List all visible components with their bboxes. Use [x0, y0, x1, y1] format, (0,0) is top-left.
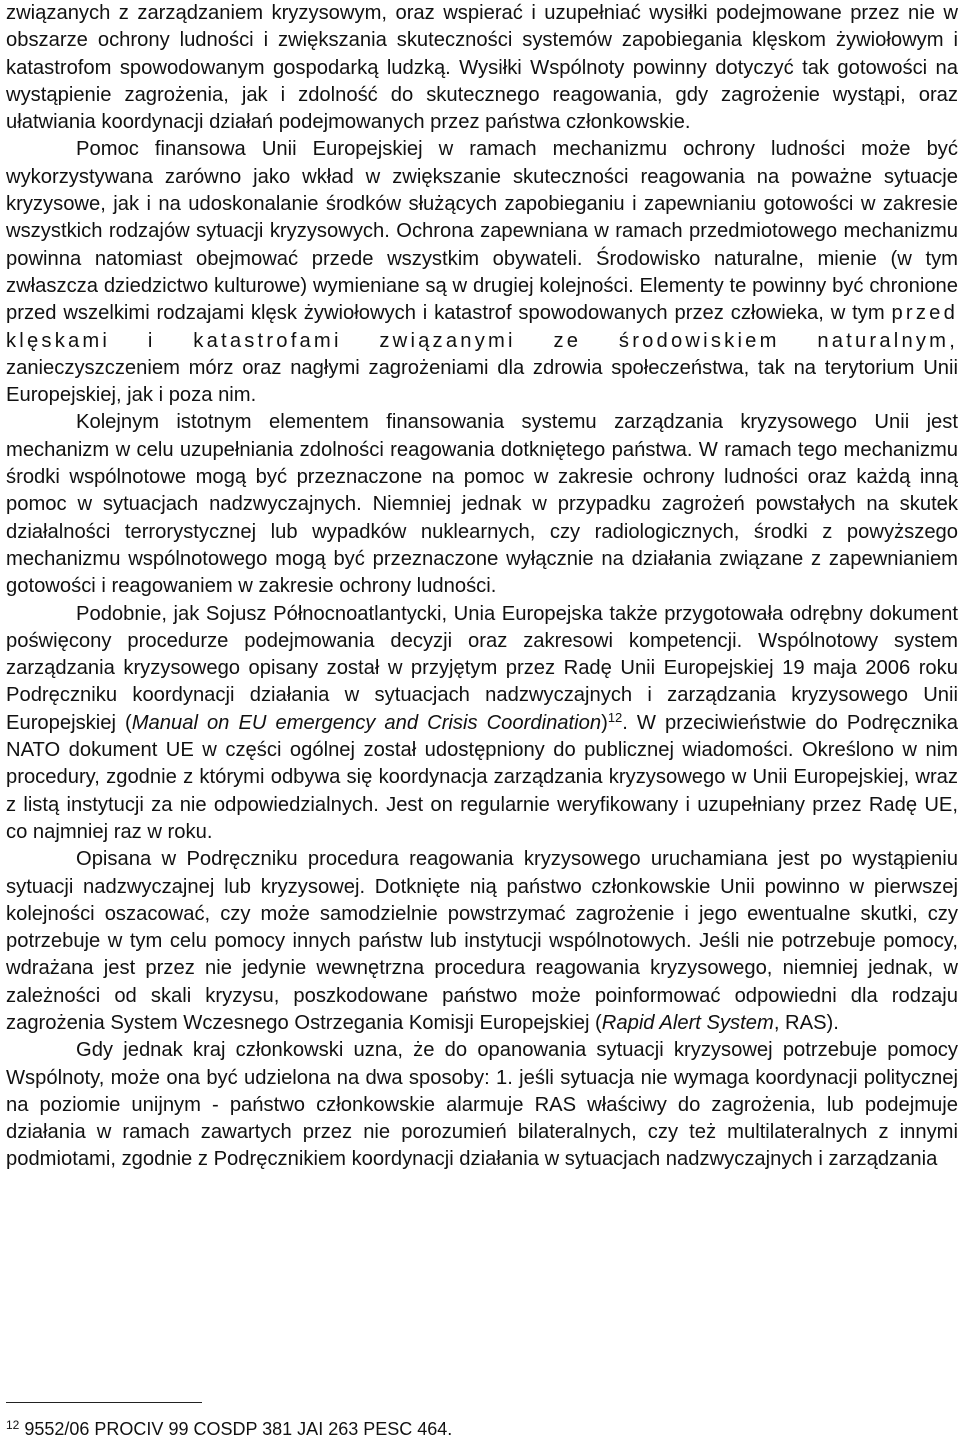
footnote [6, 1418, 452, 1440]
paragraph-4-text-c: . W przeciwieństwie do Podręcznika NATO dokument UE w części ogólnej został udostępniony do publicznej wiadomości. Określono w nim procedury, zgodnie z którymi odbywa się koordynacja zarządzania kryzysowego w Unii Europejskiej, wraz z listą instytucji za nie odpowiedzialnych. Jest on regularnie weryfikowany i uzupełniany przez Radę UE, co najmniej raz w roku. [6, 711, 958, 843]
footnote-text: 9552/06 PROCIV 99 COSDP 381 JAI 263 PESC 464. [19, 1419, 453, 1439]
paragraph-1 [6, 0, 958, 136]
document-body [6, 0, 958, 1174]
footnote-divider [6, 1402, 202, 1403]
paragraph-5-text-b: , RAS). [773, 1011, 839, 1034]
rapid-alert-system-italic: Rapid Alert System [601, 1011, 774, 1034]
paragraph-2 [6, 136, 958, 409]
paragraph-4 [6, 601, 958, 847]
manual-title-italic: Manual on EU emergency and Crisis Coordination [131, 711, 602, 734]
paragraph-1-text: związanych z zarządzaniem kryzysowym, oraz wspierać i uzupełniać wysiłki podejmowane przez nie w obszarze ochrony ludności i zwiększania skuteczności systemów zapobiegania klęskom żywiołowym i katastrofom spowodowanym gospodarką ludzką. Wysiłki Wspólnoty powinny dotyczyć tak gotowości na wystąpienie zagrożenia, jak i zdolność do skutecznego reagowania, gdy zagrożenie wystąpi, oraz ułatwiania koordynacji działań podejmowanych przez państwa członkowskie. [6, 2, 958, 134]
paragraph-5 [6, 846, 958, 1037]
paragraph-4-text-b: ) [601, 711, 608, 734]
paragraph-2-text-a: Pomoc finansowa Unii Europejskiej w ramach mechanizmu ochrony ludności może być wykorzystywana zarówno jako wkład w zwiększanie skuteczności reagowania na poważne sytuacje kryzysowe, jak i na udoskonalanie środków służących zapobieganiu i zapewnianiu gotowości w zakresie wszystkich rodzajów sytuacji kryzysowych. Ochrona zapewniana w ramach przedmiotowego mechanizmu powinna natomiast obejmować przede wszystkim obywateli. Środowisko naturalne, mienie (w tym zwłaszcza dziedzictwo kulturowe) wymieniane są w drugiej kolejności. Elementy te powinny być chronione przed wszelkimi rodzajami klęsk żywiołowych i katastrof spowodowanych przez człowieka, w tym [6, 138, 958, 325]
paragraph-5-text-a: Opisana w Podręczniku procedura reagowania kryzysowego uruchamiana jest po wystąpieniu sytuacji nadzwyczajnej lub kryzysowej. Dotknięte nią państwo członkowskie Unii powinno w pierwszej kolejności oszacować, czy może samodzielnie powstrzymać zagrożenie i jego ewentualne skutki, czy potrzebuje w tym celu pomocy innych państw lub instytucji wspólnotowych. Jeśli nie potrzebuje pomocy, wdrażana jest przez nie jedynie wewnętrzna procedura reagowania kryzysowego, niemniej jednak, w zależności od skali kryzysu, poszkodowane państwo może poinformować odpowiedni dla rodzaju zagrożenia System Wczesnego Ostrzegania Komisji Europejskiej ( [6, 848, 958, 1034]
paragraph-2-text-b: zanieczyszczeniem mórz oraz nagłymi zagrożeniami dla zdrowia społeczeństwa, tak na terytorium Unii Europejskiej, jak i poza nim. [6, 356, 958, 407]
paragraph-6-text: Gdy jednak kraj członkowski uzna, że do opanowania sytuacji kryzysowej potrzebuje pomocy Wspólnoty, może ona być udzielona na dwa sposoby: 1. jeśli sytuacja nie wymaga koordynacji politycznej na poziomie unijnym - państwo członkowskie alarmuje RAS właściwy do zagrożenia, lub podejmuje działania w ramach zawartych przez nie porozumień bilateralnych, czy też multilateralnych z innymi podmiotami, zgodnie z Podręcznikiem koordynacji działania w sytuacjach nadzwyczajnych i zarządzania [6, 1039, 958, 1171]
paragraph-3-text: Kolejnym istotnym elementem finansowania systemu zarządzania kryzysowego Unii jest mechanizm w celu uzupełniania zdolności reagowania dotkniętego państwa. W ramach tego mechanizmu środki wspólnotowe mogą być przeznaczone na pomoc w zakresie ochrony ludności oraz każdą inną pomoc w sytuacjach nadzwyczajnych. Niemniej jednak w przypadku zagrożeń powstałych na skutek działalności terrorystycznej lub wypadków nuklearnych, czy radiologicznych, środki z powyższego mechanizmu wspólnotowego mogą być przeznaczone wyłącznie na działania związane z zapewnianiem gotowości i reagowaniem w zakresie ochrony ludności. [6, 411, 958, 598]
paragraph-2-spaced-text: przed klęskami i katastrofami związanymi ze środowiskiem naturalnym, [6, 302, 958, 352]
paragraph-4-text-a: Podobnie, jak Sojusz Północnoatlantycki, Unia Europejska także przygotowała odrębny dokument poświęcony procedurze podejmowania decyzji oraz zakresowi kompetencji. Wspólnotowy system zarządzania kryzysowego opisany został w przyjętym przez Radę Unii Europejskiej 19 maja 2006 roku Podręczniku koordynacji działania w sytuacjach nadzwyczajnych i zarządzania kryzysowego Unii Europejskiej ( [6, 602, 958, 734]
footnote-number: 12 [6, 1418, 20, 1432]
footnote-reference[interactable]: 12 [607, 709, 623, 725]
paragraph-3 [6, 409, 958, 600]
paragraph-6 [6, 1037, 958, 1173]
